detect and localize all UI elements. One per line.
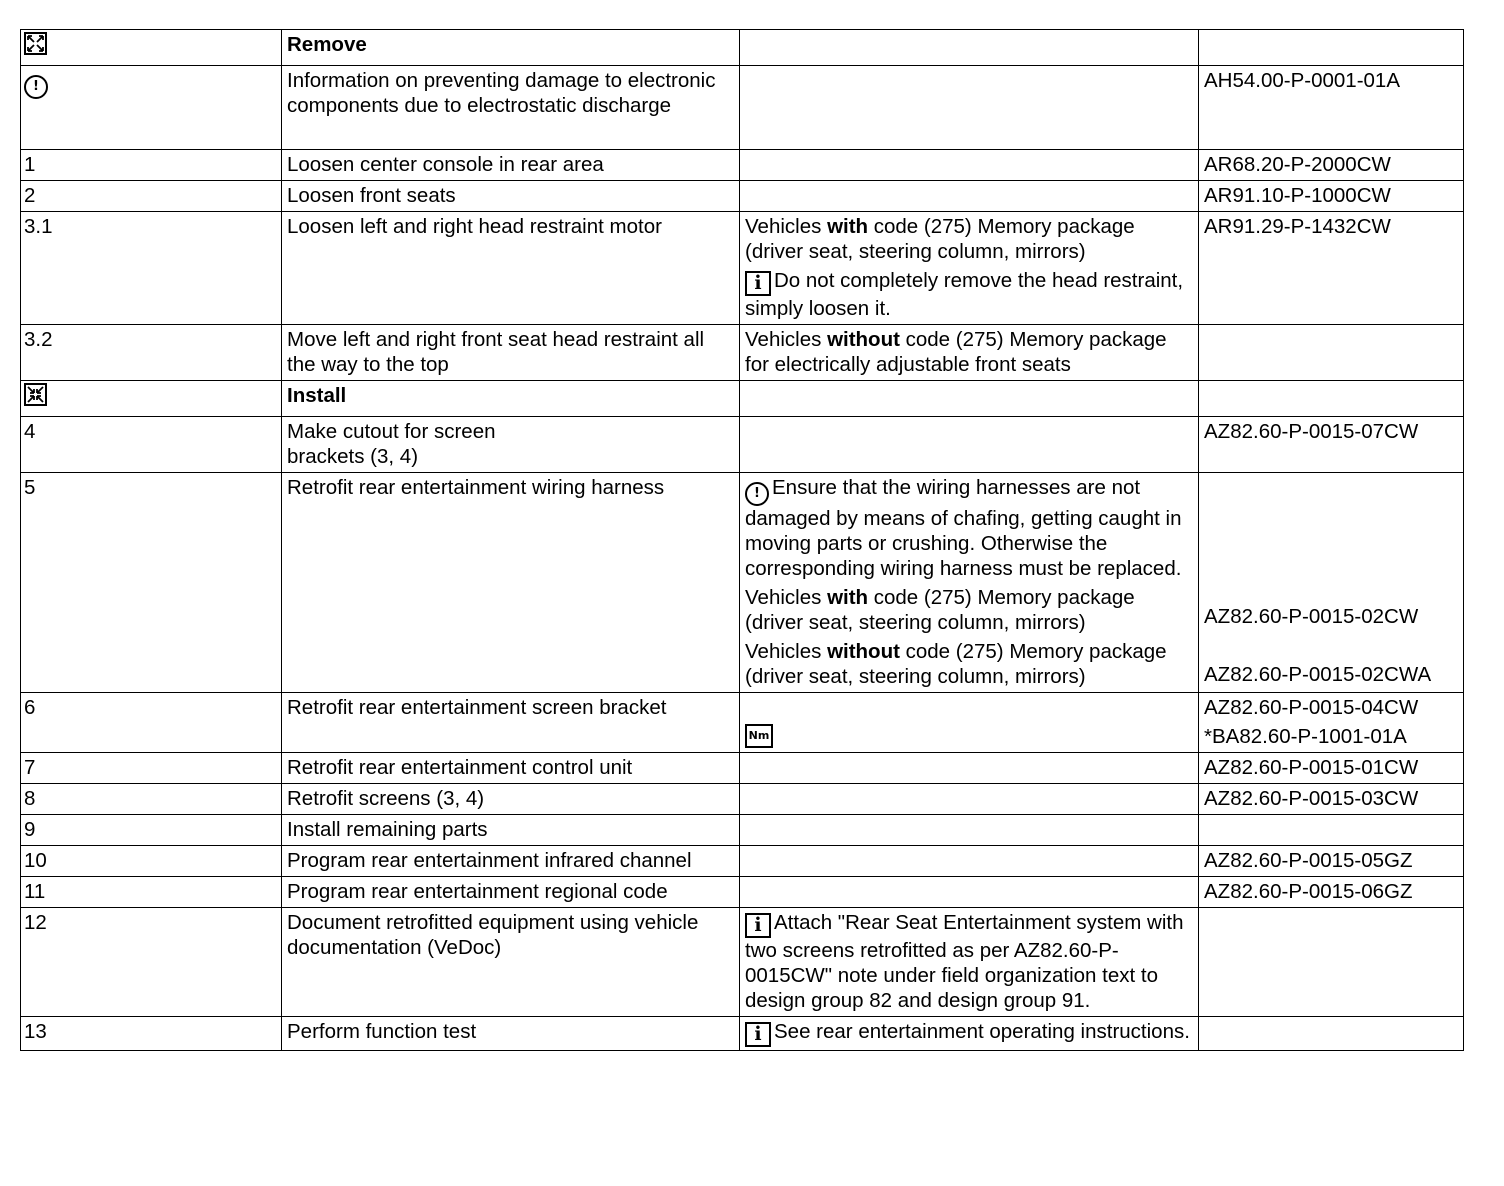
table-row — [21, 473, 1464, 693]
info-note: i Do not completely remove the head restraint, simply loosen it. — [745, 269, 1184, 320]
ref-link[interactable]: AZ82.60-P-0015-06GZ — [1199, 877, 1464, 908]
ref-link[interactable]: AZ82.60-P-0015-04CW — [1204, 696, 1419, 719]
table-row — [21, 908, 1464, 1017]
table-row — [21, 66, 1464, 150]
ref-link[interactable]: AZ82.60-P-0015-07CW — [1199, 417, 1464, 473]
ref-cell — [1199, 693, 1464, 753]
step-number: 5 — [21, 473, 282, 693]
note-cell — [740, 381, 1199, 417]
info-icon: i — [745, 271, 771, 296]
ref-link[interactable]: AR68.20-P-2000CW — [1199, 150, 1464, 181]
table-row — [21, 753, 1464, 784]
action-cell: Retrofit rear entertainment wiring harness — [282, 473, 740, 693]
action-cell: Information on preventing damage to electronic components due to electrostatic discharge — [282, 66, 740, 150]
remove-icon — [24, 32, 47, 55]
note-cell — [740, 877, 1199, 908]
action-cell: Perform function test — [282, 1017, 740, 1051]
step-cell — [21, 381, 282, 417]
table-row — [21, 325, 1464, 381]
table-row — [21, 181, 1464, 212]
action-cell: Loosen front seats — [282, 181, 740, 212]
vehicle-condition: Vehicles without code (275) Memory package (driver seat, steering column, mirrors) — [745, 640, 1167, 688]
table-row — [21, 30, 1464, 66]
action-cell: Install remaining parts — [282, 815, 740, 846]
ref-link[interactable]: AZ82.60-P-0015-01CW — [1199, 753, 1464, 784]
action-cell: Program rear entertainment infrared channel — [282, 846, 740, 877]
note-cell: Vehicles without code (275) Memory package for electrically adjustable front seats — [740, 325, 1199, 381]
vehicle-condition: Vehicles with code (275) Memory package (driver seat, steering column, mirrors) — [745, 215, 1135, 263]
action-cell: Loosen center console in rear area — [282, 150, 740, 181]
ref-link[interactable]: AZ82.60-P-0015-05GZ — [1199, 846, 1464, 877]
note-cell — [740, 30, 1199, 66]
action-cell: Move left and right front seat head restraint all the way to the top — [282, 325, 740, 381]
procedure-table — [20, 29, 1464, 1051]
table-row — [21, 150, 1464, 181]
ref-link[interactable]: AZ82.60-P-0015-02CWA — [1204, 663, 1432, 686]
step-number: 2 — [21, 181, 282, 212]
action-cell: Program rear entertainment regional code — [282, 877, 740, 908]
step-number: 12 — [21, 908, 282, 1017]
info-icon: i — [745, 1022, 771, 1047]
vehicle-condition: Vehicles with code (275) Memory package (driver seat, steering column, mirrors) — [745, 586, 1135, 634]
note-cell — [740, 815, 1199, 846]
ref-link[interactable]: AH54.00-P-0001-01A — [1199, 66, 1464, 150]
install-icon — [24, 383, 47, 406]
ref-link[interactable]: AR91.10-P-1000CW — [1199, 181, 1464, 212]
ref-cell — [1199, 30, 1464, 66]
action-cell: Retrofit rear entertainment screen bracket — [282, 693, 740, 753]
ref-link[interactable]: AR91.29-P-1432CW — [1199, 212, 1464, 325]
note-cell — [740, 150, 1199, 181]
note-cell — [740, 753, 1199, 784]
step-number: 3.2 — [21, 325, 282, 381]
table-row — [21, 693, 1464, 753]
ref-link[interactable]: AZ82.60-P-0015-03CW — [1199, 784, 1464, 815]
ref-cell — [1199, 473, 1464, 693]
note-cell — [740, 846, 1199, 877]
table-row — [21, 381, 1464, 417]
note-cell: i Attach "Rear Seat Entertainment system with two screens retrofitted as per AZ82.60-P-0015CW" note under field organization text to design group 82 and design group 91. — [740, 908, 1199, 1017]
warning-note: ! Ensure that the wiring harnesses are not damaged by means of chafing, getting caught in moving parts or crushing. Otherwise the corresponding wiring harness must be replaced. — [745, 476, 1182, 580]
note-cell — [740, 473, 1199, 693]
note-cell — [740, 784, 1199, 815]
action-cell: Retrofit screens (3, 4) — [282, 784, 740, 815]
table-row — [21, 815, 1464, 846]
action-cell: Make cutout for screen brackets (3, 4) — [282, 417, 740, 473]
step-cell — [21, 66, 282, 150]
step-number: 10 — [21, 846, 282, 877]
step-cell — [21, 30, 282, 66]
note-cell — [740, 181, 1199, 212]
ref-cell — [1199, 325, 1464, 381]
ref-cell — [1199, 815, 1464, 846]
step-number: 6 — [21, 693, 282, 753]
warning-icon: ! — [745, 482, 769, 506]
note-cell — [740, 693, 1199, 753]
action-cell: Retrofit rear entertainment control unit — [282, 753, 740, 784]
step-number: 7 — [21, 753, 282, 784]
step-number: 13 — [21, 1017, 282, 1051]
note-cell — [740, 66, 1199, 150]
table-row — [21, 417, 1464, 473]
table-row — [21, 212, 1464, 325]
torque-icon: Nm — [745, 724, 773, 748]
step-number: 8 — [21, 784, 282, 815]
table-row — [21, 846, 1464, 877]
step-number: 3.1 — [21, 212, 282, 325]
action-cell: Install — [282, 381, 740, 417]
info-icon: i — [745, 913, 771, 938]
table-row — [21, 784, 1464, 815]
ref-cell — [1199, 1017, 1464, 1051]
step-number: 4 — [21, 417, 282, 473]
ref-link[interactable]: *BA82.60-P-1001-01A — [1204, 725, 1407, 748]
table-row — [21, 877, 1464, 908]
note-cell — [740, 212, 1199, 325]
ref-link[interactable]: AZ82.60-P-0015-02CW — [1204, 605, 1419, 628]
action-cell: Document retrofitted equipment using vehicle documentation (VeDoc) — [282, 908, 740, 1017]
step-number: 9 — [21, 815, 282, 846]
note-cell — [740, 417, 1199, 473]
action-cell: Remove — [282, 30, 740, 66]
action-cell: Loosen left and right head restraint motor — [282, 212, 740, 325]
esd-warning-icon: ! — [24, 75, 48, 99]
note-cell: i See rear entertainment operating instructions. — [740, 1017, 1199, 1051]
step-number: 1 — [21, 150, 282, 181]
ref-cell — [1199, 381, 1464, 417]
step-number: 11 — [21, 877, 282, 908]
ref-cell — [1199, 908, 1464, 1017]
table-row — [21, 1017, 1464, 1051]
